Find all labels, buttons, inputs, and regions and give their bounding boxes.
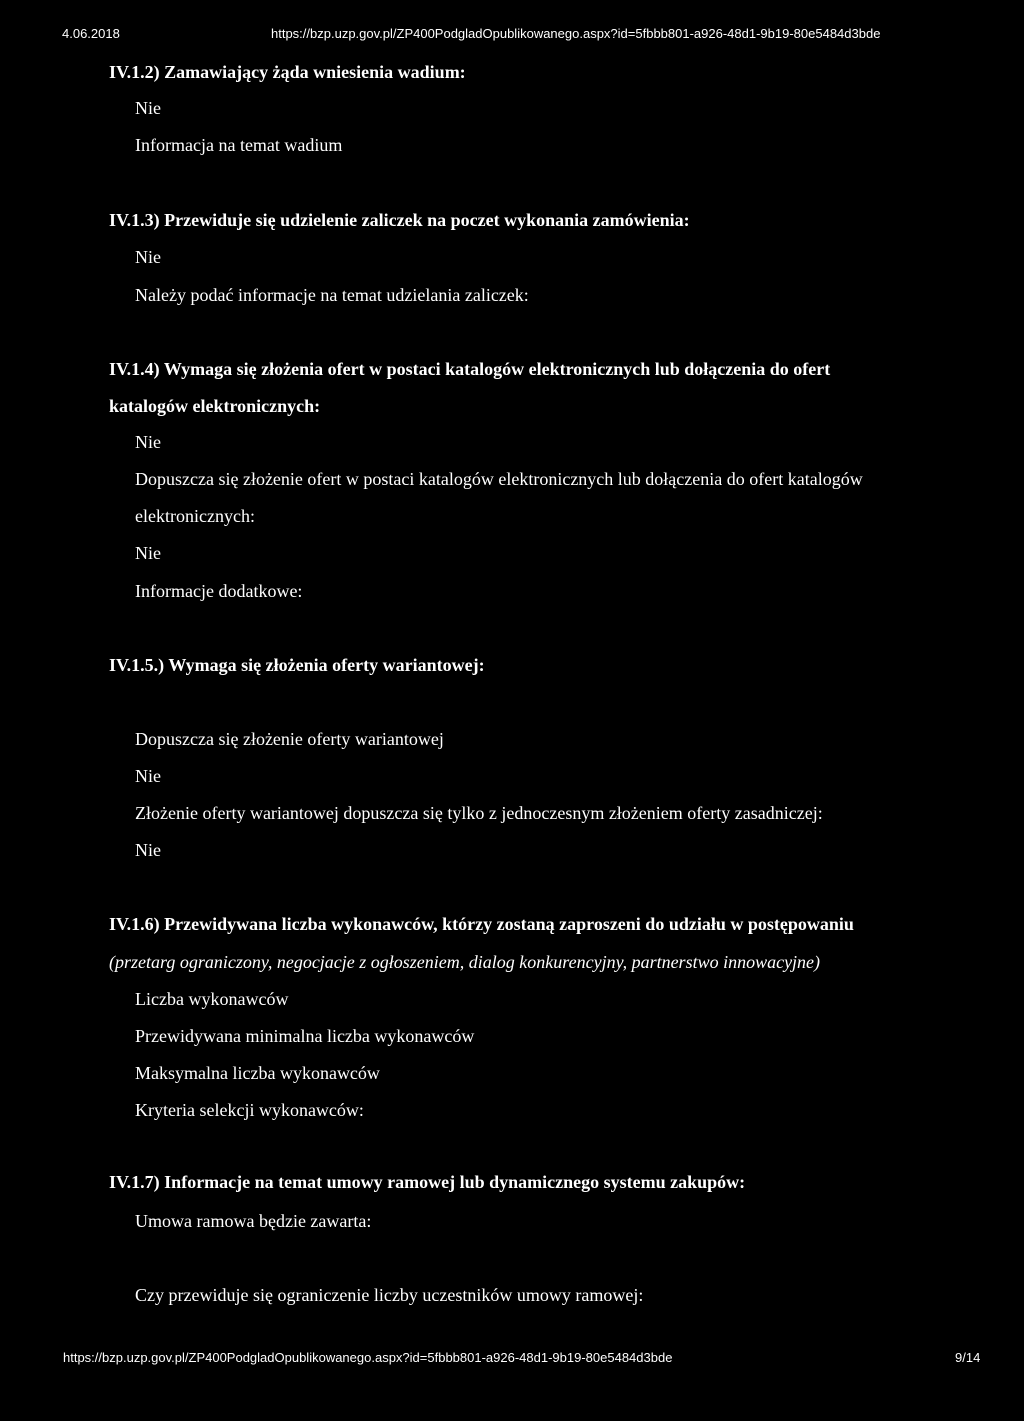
section-iv-1-6-count-label: Liczba wykonawców: [135, 989, 289, 1009]
section-iv-1-6-min-label: Przewidywana minimalna liczba wykonawców: [135, 1026, 475, 1046]
section-iv-1-5-only-with-label: Złożenie oferty wariantowej dopuszcza się tylko z jednoczesnym złożeniem oferty zasadniczej:: [135, 803, 823, 823]
section-iv-1-5-allowed-label: Dopuszcza się złożenie oferty wariantowej: [135, 729, 444, 749]
section-iv-1-7-heading: IV.1.7) Informacje na temat umowy ramowej lub dynamicznego systemu zakupów:: [109, 1172, 746, 1192]
section-iv-1-6-heading: IV.1.6) Przewidywana liczba wykonawców, którzy zostaną zaproszeni do udziału w postępowaniu: [109, 914, 854, 934]
section-iv-1-5-answer1: Nie: [135, 766, 161, 786]
header-url: https://bzp.uzp.gov.pl/ZP400PodgladOpublikowanego.aspx?id=5fbbb801-a926-48d1-9b19-80e5484d3bde: [271, 26, 881, 41]
section-iv-1-5-answer2: Nie: [135, 840, 161, 860]
section-iv-1-7-limit-label: Czy przewiduje się ograniczenie liczby uczestników umowy ramowej:: [135, 1285, 644, 1305]
section-iv-1-2-info-label: Informacja na temat wadium: [135, 135, 343, 155]
section-iv-1-4-heading-line1: IV.1.4) Wymaga się złożenia ofert w postaci katalogów elektronicznych lub dołączenia do ofert: [109, 359, 831, 379]
section-iv-1-6-criteria-label: Kryteria selekcji wykonawców:: [135, 1100, 364, 1120]
section-iv-1-6-max-label: Maksymalna liczba wykonawców: [135, 1063, 380, 1083]
print-date: 4.06.2018: [62, 26, 120, 41]
section-iv-1-4-answer2: Nie: [135, 543, 161, 563]
section-iv-1-3-answer: Nie: [135, 247, 161, 267]
section-iv-1-2-answer: Nie: [135, 98, 161, 118]
section-iv-1-6-subheading: (przetarg ograniczony, negocjacje z ogłoszeniem, dialog konkurencyjny, partnerstwo innowacyjne): [109, 952, 821, 972]
section-iv-1-4-extra-label: Informacje dodatkowe:: [135, 581, 303, 601]
footer-url: https://bzp.uzp.gov.pl/ZP400PodgladOpublikowanego.aspx?id=5fbbb801-a926-48d1-9b19-80e5484d3bde: [63, 1350, 673, 1365]
section-iv-1-4-allowed-line2: elektronicznych:: [135, 506, 255, 526]
section-iv-1-5-heading: IV.1.5.) Wymaga się złożenia oferty wariantowej:: [109, 655, 485, 675]
section-iv-1-3-info-label: Należy podać informacje na temat udzielania zaliczek:: [135, 285, 529, 305]
section-iv-1-4-answer1: Nie: [135, 432, 161, 452]
section-iv-1-4-allowed-line1: Dopuszcza się złożenie ofert w postaci katalogów elektronicznych lub dołączenia do ofert katalogów: [135, 469, 863, 489]
section-iv-1-4-heading-line2: katalogów elektronicznych:: [109, 396, 321, 416]
section-iv-1-7-agreement-label: Umowa ramowa będzie zawarta:: [135, 1211, 372, 1231]
page-number: 9/14: [955, 1350, 981, 1365]
section-iv-1-3-heading: IV.1.3) Przewiduje się udzielenie zaliczek na poczet wykonania zamówienia:: [109, 210, 690, 230]
section-iv-1-2-heading: IV.1.2) Zamawiający żąda wniesienia wadium:: [109, 62, 466, 82]
